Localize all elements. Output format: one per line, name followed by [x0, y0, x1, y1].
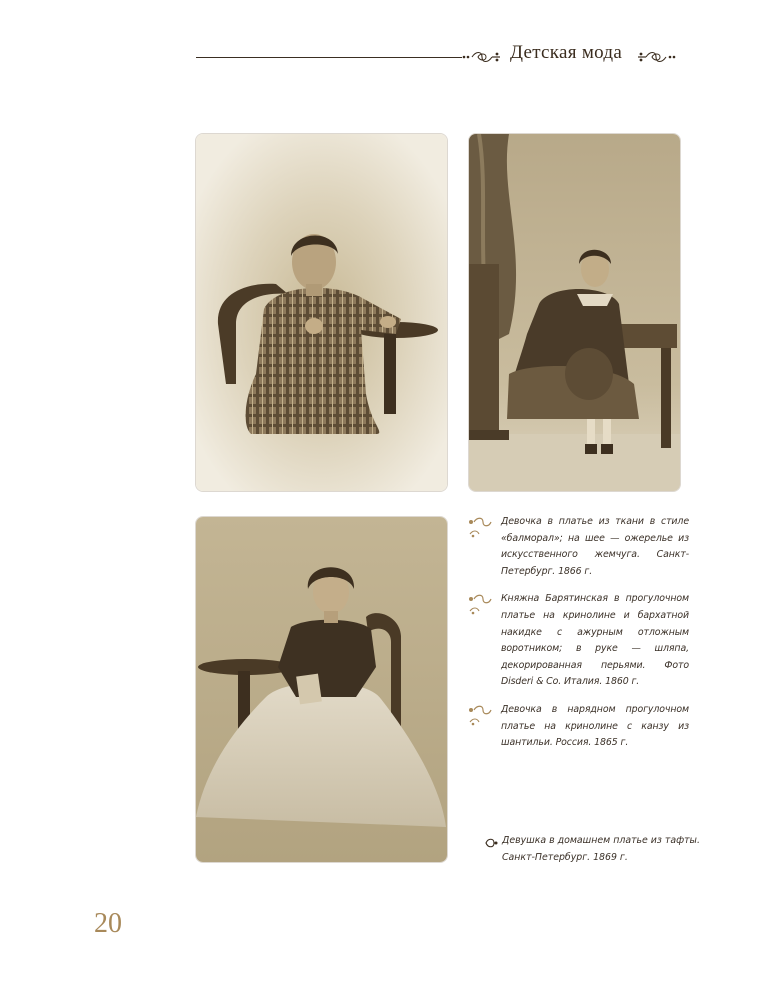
- caption-photo-1: [467, 514, 689, 580]
- photo-princess-baryatinskaya: [469, 134, 680, 491]
- caption-list: [467, 514, 689, 763]
- caption-photo-4: [484, 833, 712, 866]
- caption-text: Девочка в нарядном прогулочном платье на кринолине с канзу из шантильи. Россия. 1865 г.: [501, 703, 689, 749]
- photo-girl-crinoline-dress: [196, 517, 447, 862]
- caption-ornament-icon: [484, 836, 498, 850]
- caption-photo-2: [467, 591, 689, 691]
- header-ornament-right-icon: [636, 49, 676, 65]
- page-number: 20: [94, 908, 122, 939]
- caption-text: Девочка в платье из ткани в стиле «балморал»; на шее — ожерелье из искусственного жемчуга. Санкт-Петербург. 1866 г.: [501, 516, 689, 577]
- caption-text: Княжна Барятинская в прогулочном платье на кринолине и бархатной накидке с ажурным отложным воротником; в руке — шляпа, декорированная перьями. Фото Disderi & Co. Италия. 1860 г.: [501, 593, 689, 688]
- caption-photo-3: [467, 702, 689, 752]
- header-rule: [196, 57, 462, 58]
- header-ornament-left-icon: [462, 49, 502, 65]
- photo-girl-plaid-dress: [196, 134, 447, 491]
- caption-ornament-icon: [467, 593, 497, 617]
- caption-ornament-icon: [467, 704, 497, 728]
- caption-text: Девушка в домашнем платье из тафты. Санкт-Петербург. 1869 г.: [502, 835, 700, 863]
- section-title: Детская мода: [510, 42, 623, 63]
- caption-ornament-icon: [467, 516, 497, 540]
